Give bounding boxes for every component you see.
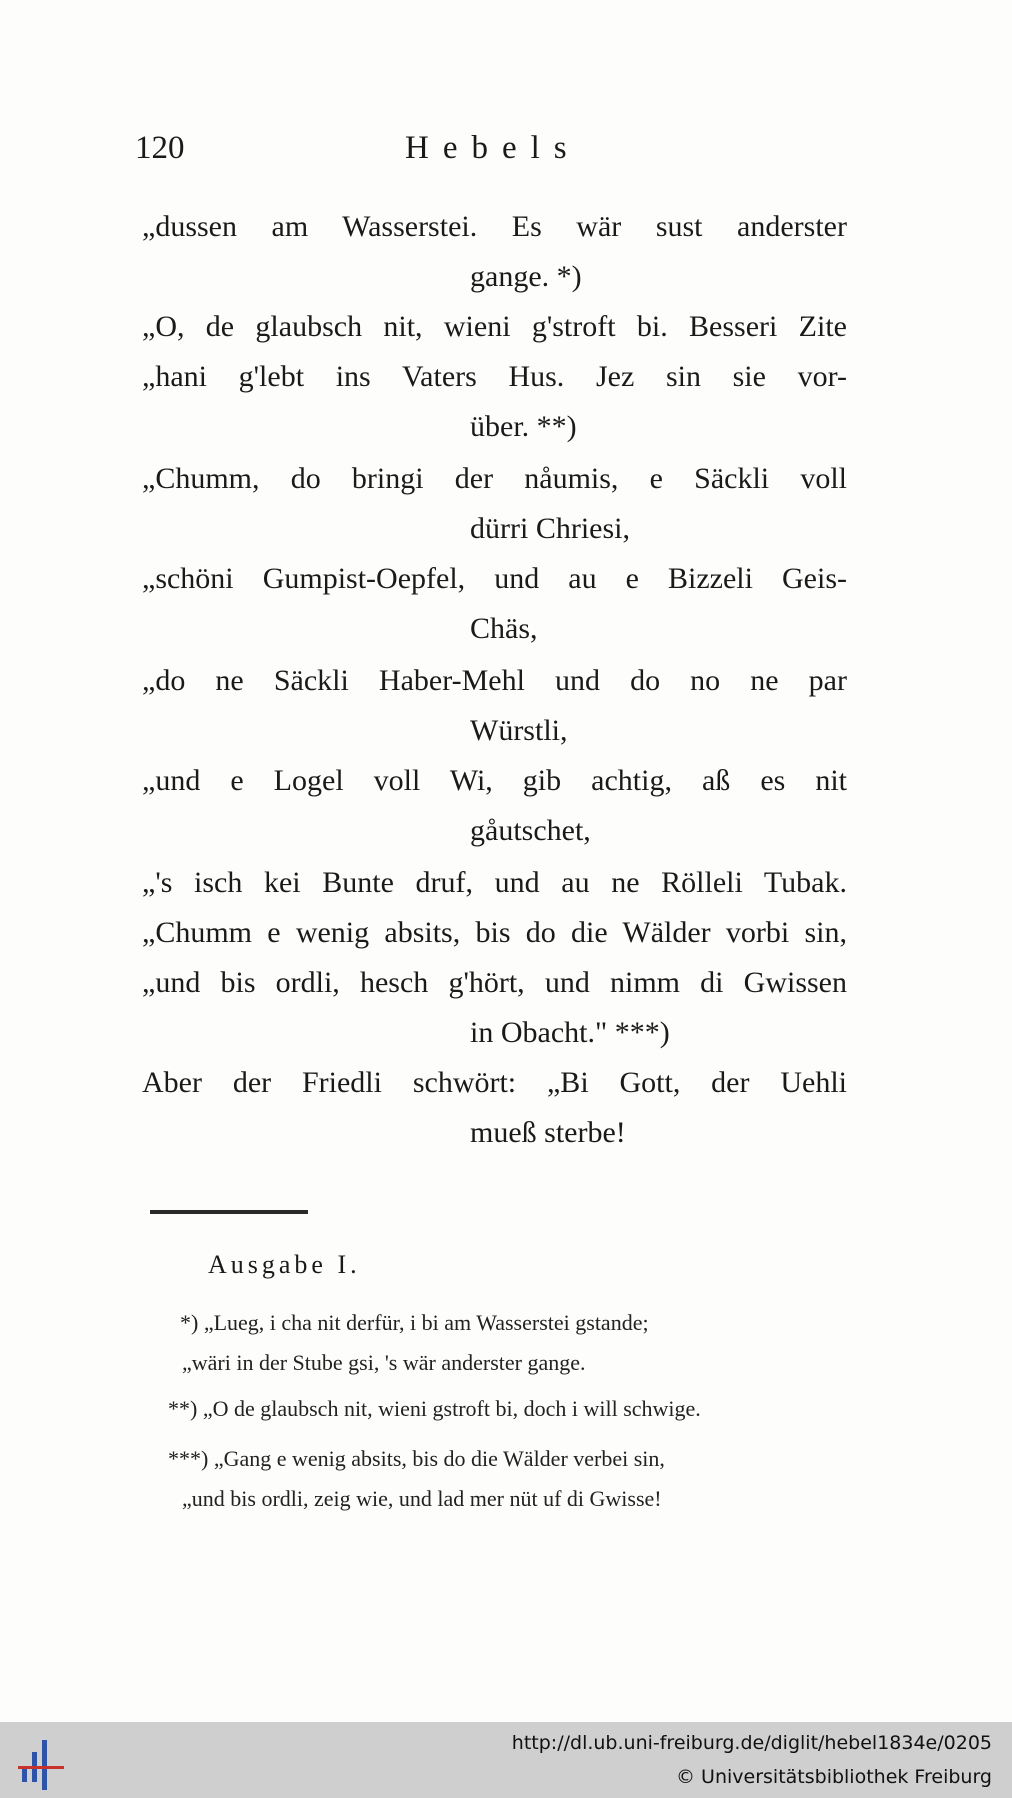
poem-line: „Chumm e wenig absits, bis do die Wälder vorbi sin,: [142, 916, 847, 949]
poem-line: in Obacht." ***): [470, 1016, 670, 1049]
edition-heading: Ausgabe I.: [208, 1250, 361, 1279]
poem-line: über. **): [470, 410, 577, 443]
copyright-notice: © Universitätsbibliothek Freiburg: [676, 1766, 992, 1788]
footnote-line: „und bis ordli, zeig wie, und lad mer nüt uf di Gwisse!: [182, 1486, 662, 1511]
poem-line: „Chumm, do bringi der nåumis, e Säckli voll: [142, 462, 847, 495]
poem-line: „'s isch kei Bunte druf, und au ne Rölleli Tubak.: [142, 866, 847, 899]
poem-line: „und bis ordli, hesch g'hört, und nimm di Gwissen: [142, 966, 847, 999]
poem-line: Aber der Friedli schwört: „Bi Gott, der Uehli: [142, 1066, 847, 1099]
poem-line: gange. *): [470, 260, 582, 293]
poem-line: „hani g'lebt ins Vaters Hus. Jez sin sie vor-: [142, 360, 847, 393]
footnote-line: **) „O de glaubsch nit, wieni gstroft bi, doch i will schwige.: [168, 1396, 701, 1421]
footnote-divider: [150, 1210, 308, 1214]
footnote-line: „wäri in der Stube gsi, 's wär anderster gange.: [182, 1350, 586, 1375]
poem-line: „O, de glaubsch nit, wieni g'stroft bi. Besseri Zite: [142, 310, 847, 343]
poem-line: gåutschet,: [470, 814, 591, 847]
footnote-line: ***) „Gang e wenig absits, bis do die Wälder verbei sin,: [168, 1446, 665, 1471]
source-url-link[interactable]: http://dl.ub.uni-freiburg.de/diglit/hebel1834e/0205: [511, 1732, 992, 1754]
poem-line: „schöni Gumpist-Oepfel, und au e Bizzeli Geis-: [142, 562, 847, 595]
footnote-line: *) „Lueg, i cha nit derfür, i bi am Wasserstei gstande;: [180, 1310, 649, 1335]
poem-line: Chäs,: [470, 612, 538, 645]
poem-line: „dussen am Wasserstei. Es wär sust anderster: [142, 210, 847, 243]
running-head: Hebels: [405, 130, 581, 166]
poem-line: „do ne Säckli Haber-Mehl und do no ne par: [142, 664, 847, 697]
library-logo-icon: [18, 1736, 64, 1790]
poem-line: mueß sterbe!: [470, 1116, 626, 1149]
poem-line: „und e Logel voll Wi, gib achtig, aß es nit: [142, 764, 847, 797]
poem-line: dürri Chriesi,: [470, 512, 630, 545]
poem-line: Würstli,: [470, 714, 568, 747]
page-header: [135, 130, 850, 170]
page-number: 120: [135, 130, 185, 166]
library-footer-bar: [0, 1722, 1012, 1798]
